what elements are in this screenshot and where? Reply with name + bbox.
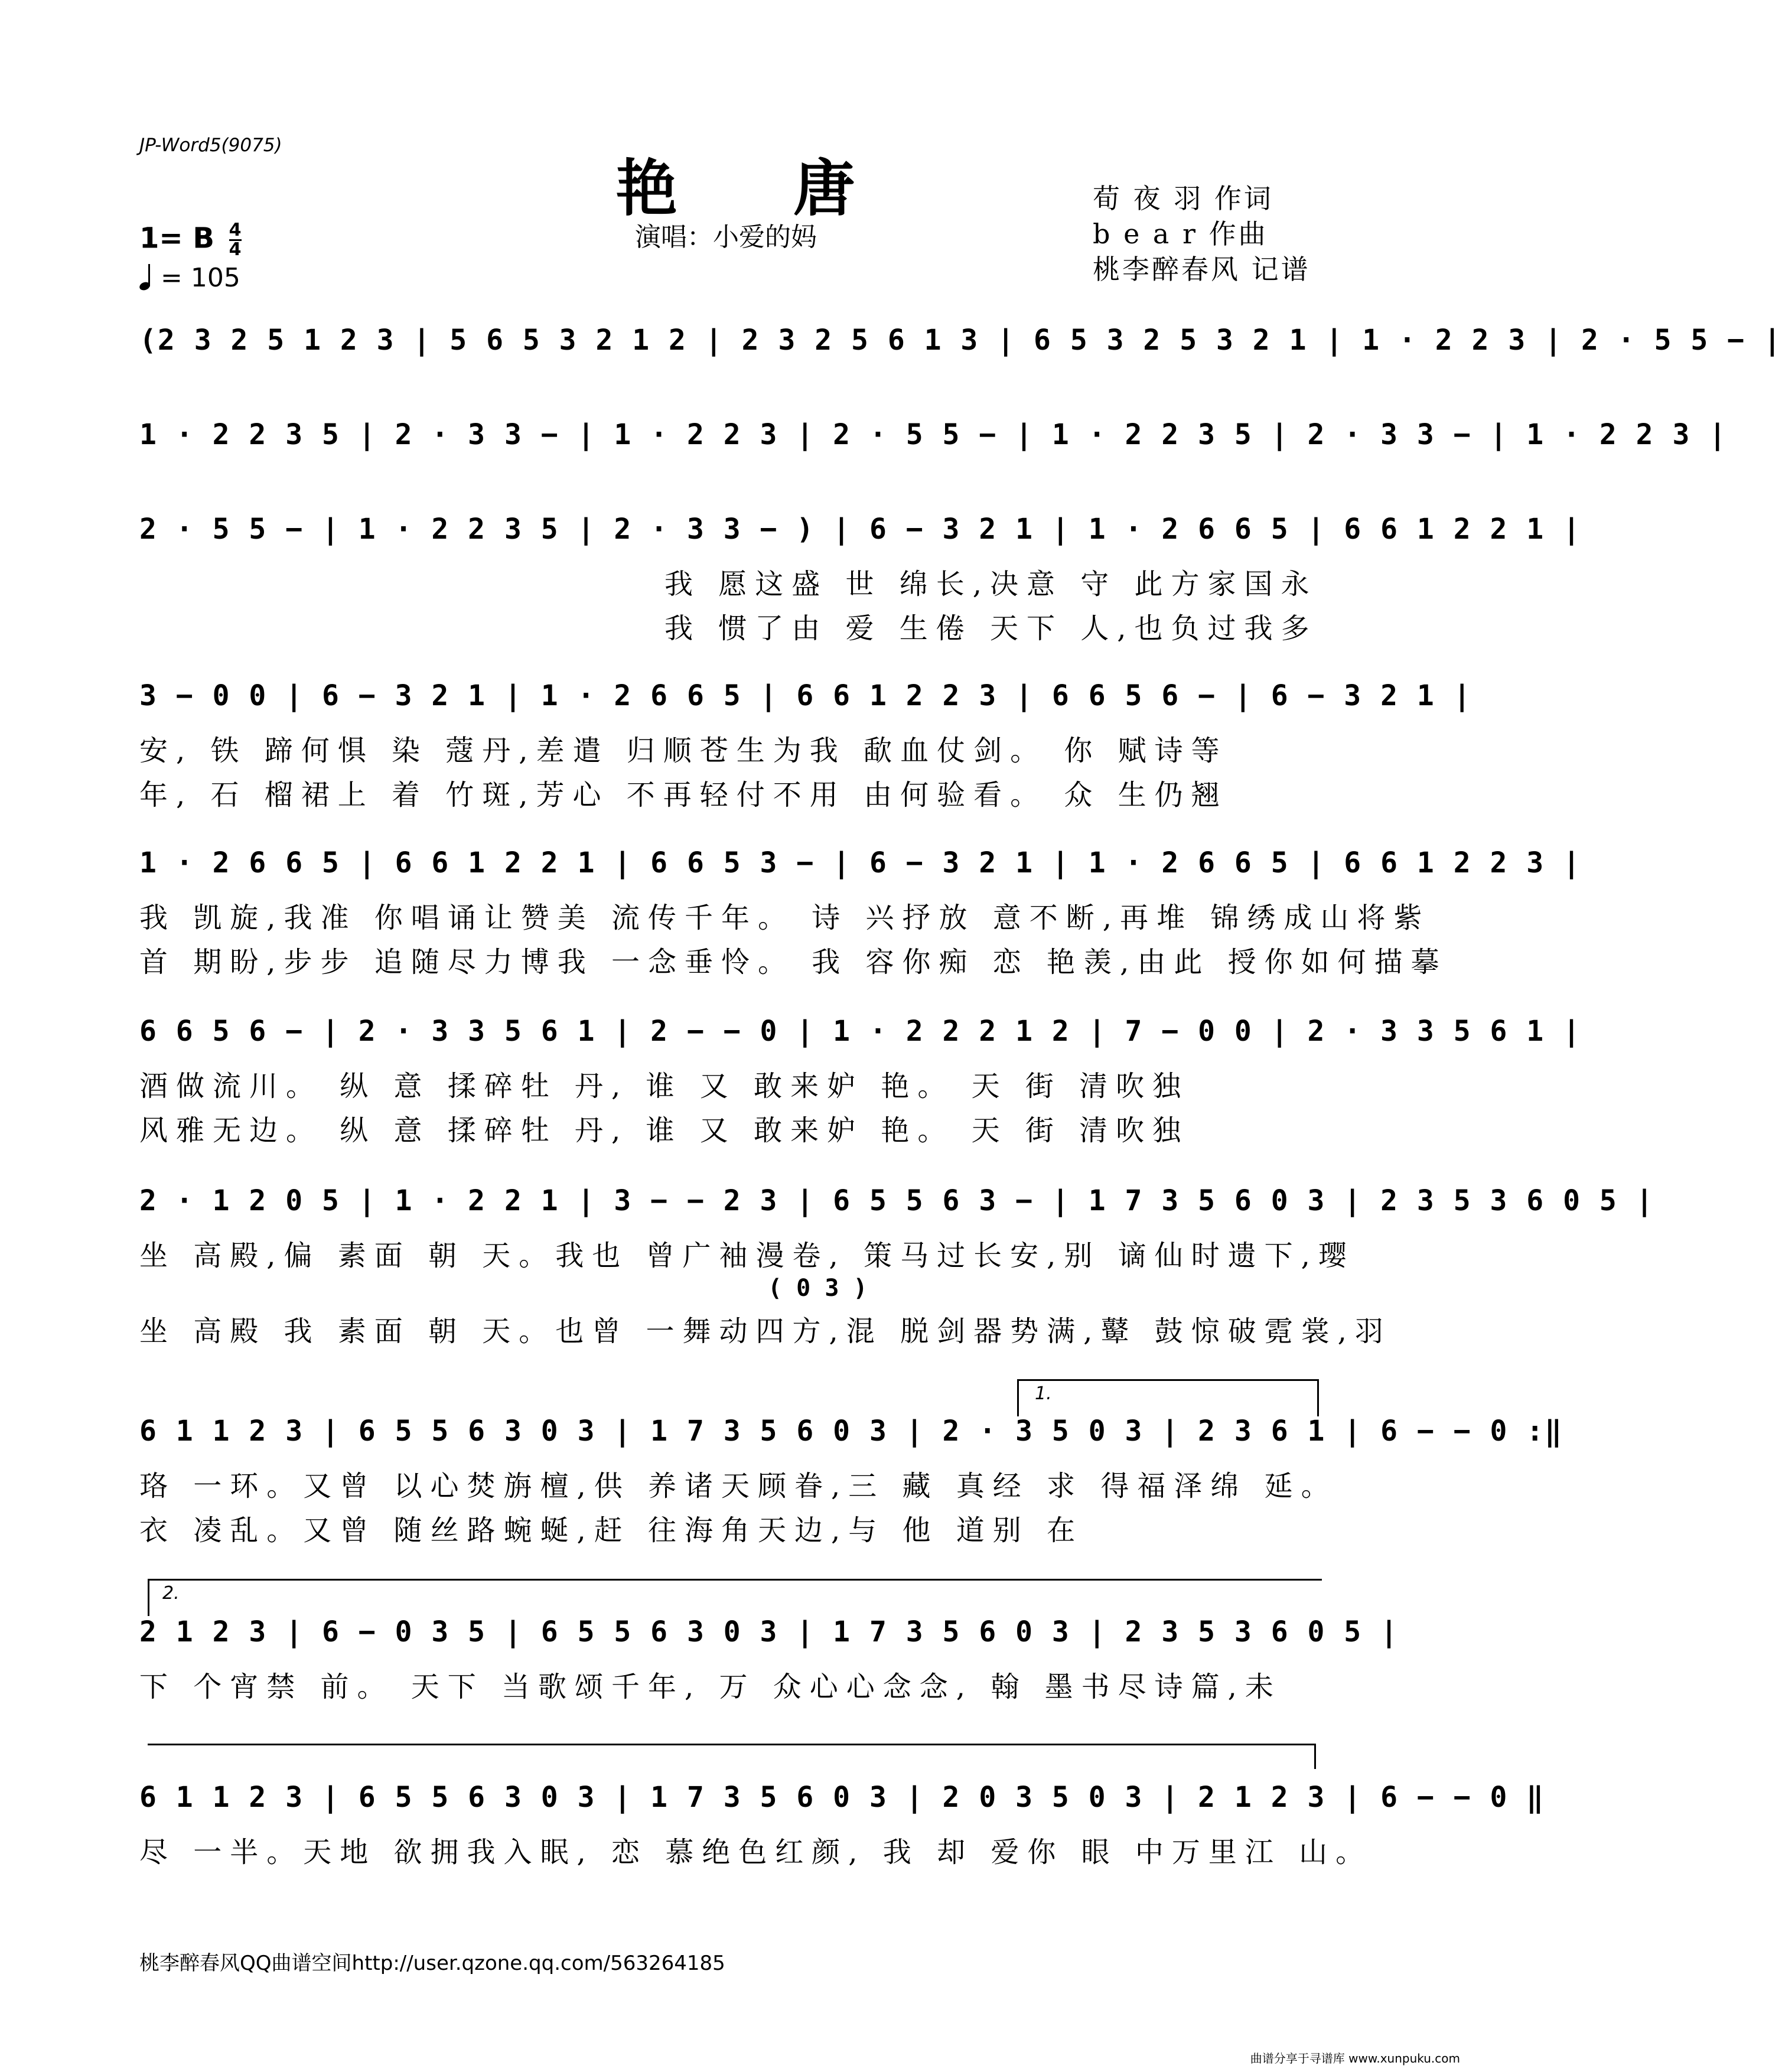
song-title: 艳 唐 [616, 152, 903, 224]
tempo-marking [139, 263, 240, 293]
software-label: JP-Word5(9075) [139, 135, 282, 156]
lyricist-credit: 荀 夜 羽 作词 [1093, 183, 1273, 214]
quarter-note-icon [139, 264, 152, 290]
notation-row-5: 1 · 2 6 6 5 | 6 6 1 2 2 1 | 6 6 5 3 − | 6 − 3 2 1 | 1 · 2 6 6 5 | 6 6 1 2 2 3 | [139, 846, 1581, 879]
second-ending-label: 2. [162, 1583, 180, 1604]
notation-row-4: 3 − 0 0 | 6 − 3 2 1 | 1 · 2 6 6 5 | 6 6 1 2 2 3 | 6 6 5 6 − | 6 − 3 2 1 | [139, 679, 1472, 712]
singer-credit: 演唱：小爱的妈 [635, 222, 817, 252]
first-ending-bracket [1017, 1379, 1319, 1416]
composer-credit: b e a r 作曲 [1093, 218, 1268, 250]
ending-continuation-line [148, 1744, 1316, 1769]
lyric-row-7-verse-2: 坐 高殿 我 素面 朝 天。也曾 一舞动四方,混 脱剑器势满,鼙 鼓惊破霓裳,羽 [139, 1315, 1392, 1348]
lyric-row-6-verse-2: 风雅无边。 纵 意 揉碎牡 丹, 谁 又 敢来妒 艳。 天 街 清吹独 [139, 1114, 1190, 1147]
lyric-row-6-verse-1: 酒做流川。 纵 意 揉碎牡 丹, 谁 又 敢来妒 艳。 天 街 清吹独 [139, 1070, 1190, 1103]
second-ending-bracket [148, 1579, 1322, 1616]
footer-link-text: 桃李醉春风QQ曲谱空间http://user.qzone.qq.com/563264185 [139, 1952, 725, 1975]
lyric-row-10: 尽 一半。天地 欲拥我入眠, 恋 慕绝色红颜, 我 却 爱你 眼 中万里江 山。 [139, 1836, 1373, 1869]
watermark-text: 曲谱分享于寻谱库 www.xunpuku.com [1250, 2051, 1460, 2066]
time-signature-top: 4 [229, 220, 242, 240]
key-label: 1= B [139, 221, 214, 255]
notation-row-2: 1 · 2 2 3 5 | 2 · 3 3 − | 1 · 2 2 3 | 2 · 5 5 − | 1 · 2 2 3 5 | 2 · 3 3 − | 1 · 2 2 3 | [139, 418, 1728, 451]
lyric-row-8-verse-2: 衣 凌乱。又曾 随丝路蜿蜒,赶 往海角天边,与 他 道别 在 [139, 1514, 1084, 1547]
notation-row-10: 6 1 1 2 3 | 6 5 5 6 3 0 3 | 1 7 3 5 6 0 3 | 2 0 3 5 0 3 | 2 1 2 3 | 6 − − 0 ‖ [139, 1781, 1545, 1814]
lyric-row-8-verse-1: 珞 一环。又曾 以心焚旃檀,供 养诸天顾眷,三 藏 真经 求 得福泽绵 延。 [139, 1470, 1338, 1503]
lyric-row-5-verse-2: 首 期盼,步步 追随尽力博我 一念垂怜。 我 容你痴 恋 艳羡,由此 授你如何描摹 [139, 946, 1448, 979]
alternate-notes: ( 0 3 ) [768, 1275, 868, 1302]
lyric-row-4-verse-1: 安, 铁 蹄何惧 染 蔻丹,差遣 归顺苍生为我 歃血仗剑。 你 赋诗等 [139, 734, 1228, 767]
time-signature [229, 221, 242, 259]
first-ending-label: 1. [1035, 1383, 1052, 1404]
notation-row-9: 2 1 2 3 | 6 − 0 3 5 | 6 5 5 6 3 0 3 | 1 7 3 5 6 0 3 | 2 3 5 3 6 0 5 | [139, 1615, 1399, 1649]
lyric-row-9: 下 个宵禁 前。 天下 当歌颂千年, 万 众心心念念, 翰 墨书尽诗篇,未 [139, 1670, 1282, 1703]
lyric-row-4-verse-2: 年, 石 榴裙上 着 竹斑,芳心 不再轻付不用 由何验看。 众 生仍翘 [139, 778, 1228, 812]
tempo-value: = 105 [161, 263, 240, 293]
time-signature-bottom: 4 [229, 239, 242, 260]
transcriber-credit: 桃李醉春风 记谱 [1093, 253, 1311, 285]
lyric-row-3-verse-1: 我 愿这盛 世 绵长,决意 守 此方家国永 [664, 568, 1318, 601]
key-signature [139, 221, 242, 259]
notation-row-8: 6 1 1 2 3 | 6 5 5 6 3 0 3 | 1 7 3 5 6 0 3 | 2 · 3 5 0 3 | 2 3 6 1 | 6 − − 0 :‖ [139, 1415, 1563, 1448]
notation-row-3: 2 · 5 5 − | 1 · 2 2 3 5 | 2 · 3 3 − ) | 6 − 3 2 1 | 1 · 2 6 6 5 | 6 6 1 2 2 1 | [139, 513, 1581, 546]
lyric-row-3-verse-2: 我 惯了由 爱 生倦 天下 人,也负过我多 [664, 612, 1318, 645]
notation-row-7: 2 · 1 2 0 5 | 1 · 2 2 1 | 3 − − 2 3 | 6 5 5 6 3 − | 1 7 3 5 6 0 3 | 2 3 5 3 6 0 5 | [139, 1184, 1654, 1217]
notation-row-6: 6 6 5 6 − | 2 · 3 3 5 6 1 | 2 − − 0 | 1 · 2 2 2 1 2 | 7 − 0 0 | 2 · 3 3 5 6 1 | [139, 1015, 1581, 1048]
lyric-row-7-verse-1: 坐 高殿,偏 素面 朝 天。我也 曾广袖漫卷, 策马过长安,别 谪仙时遗下,璎 [139, 1239, 1355, 1272]
lyric-row-5-verse-1: 我 凯旋,我准 你唱诵让赞美 流传千年。 诗 兴抒放 意不断,再堆 锦绣成山将紫 [139, 901, 1431, 934]
notation-row-1: (2 3 2 5 1 2 3 | 5 6 5 3 2 1 2 | 2 3 2 5 6 1 3 | 6 5 3 2 5 3 2 1 | 1 · 2 2 3 | 2 · 5 5 − | [139, 324, 1782, 357]
